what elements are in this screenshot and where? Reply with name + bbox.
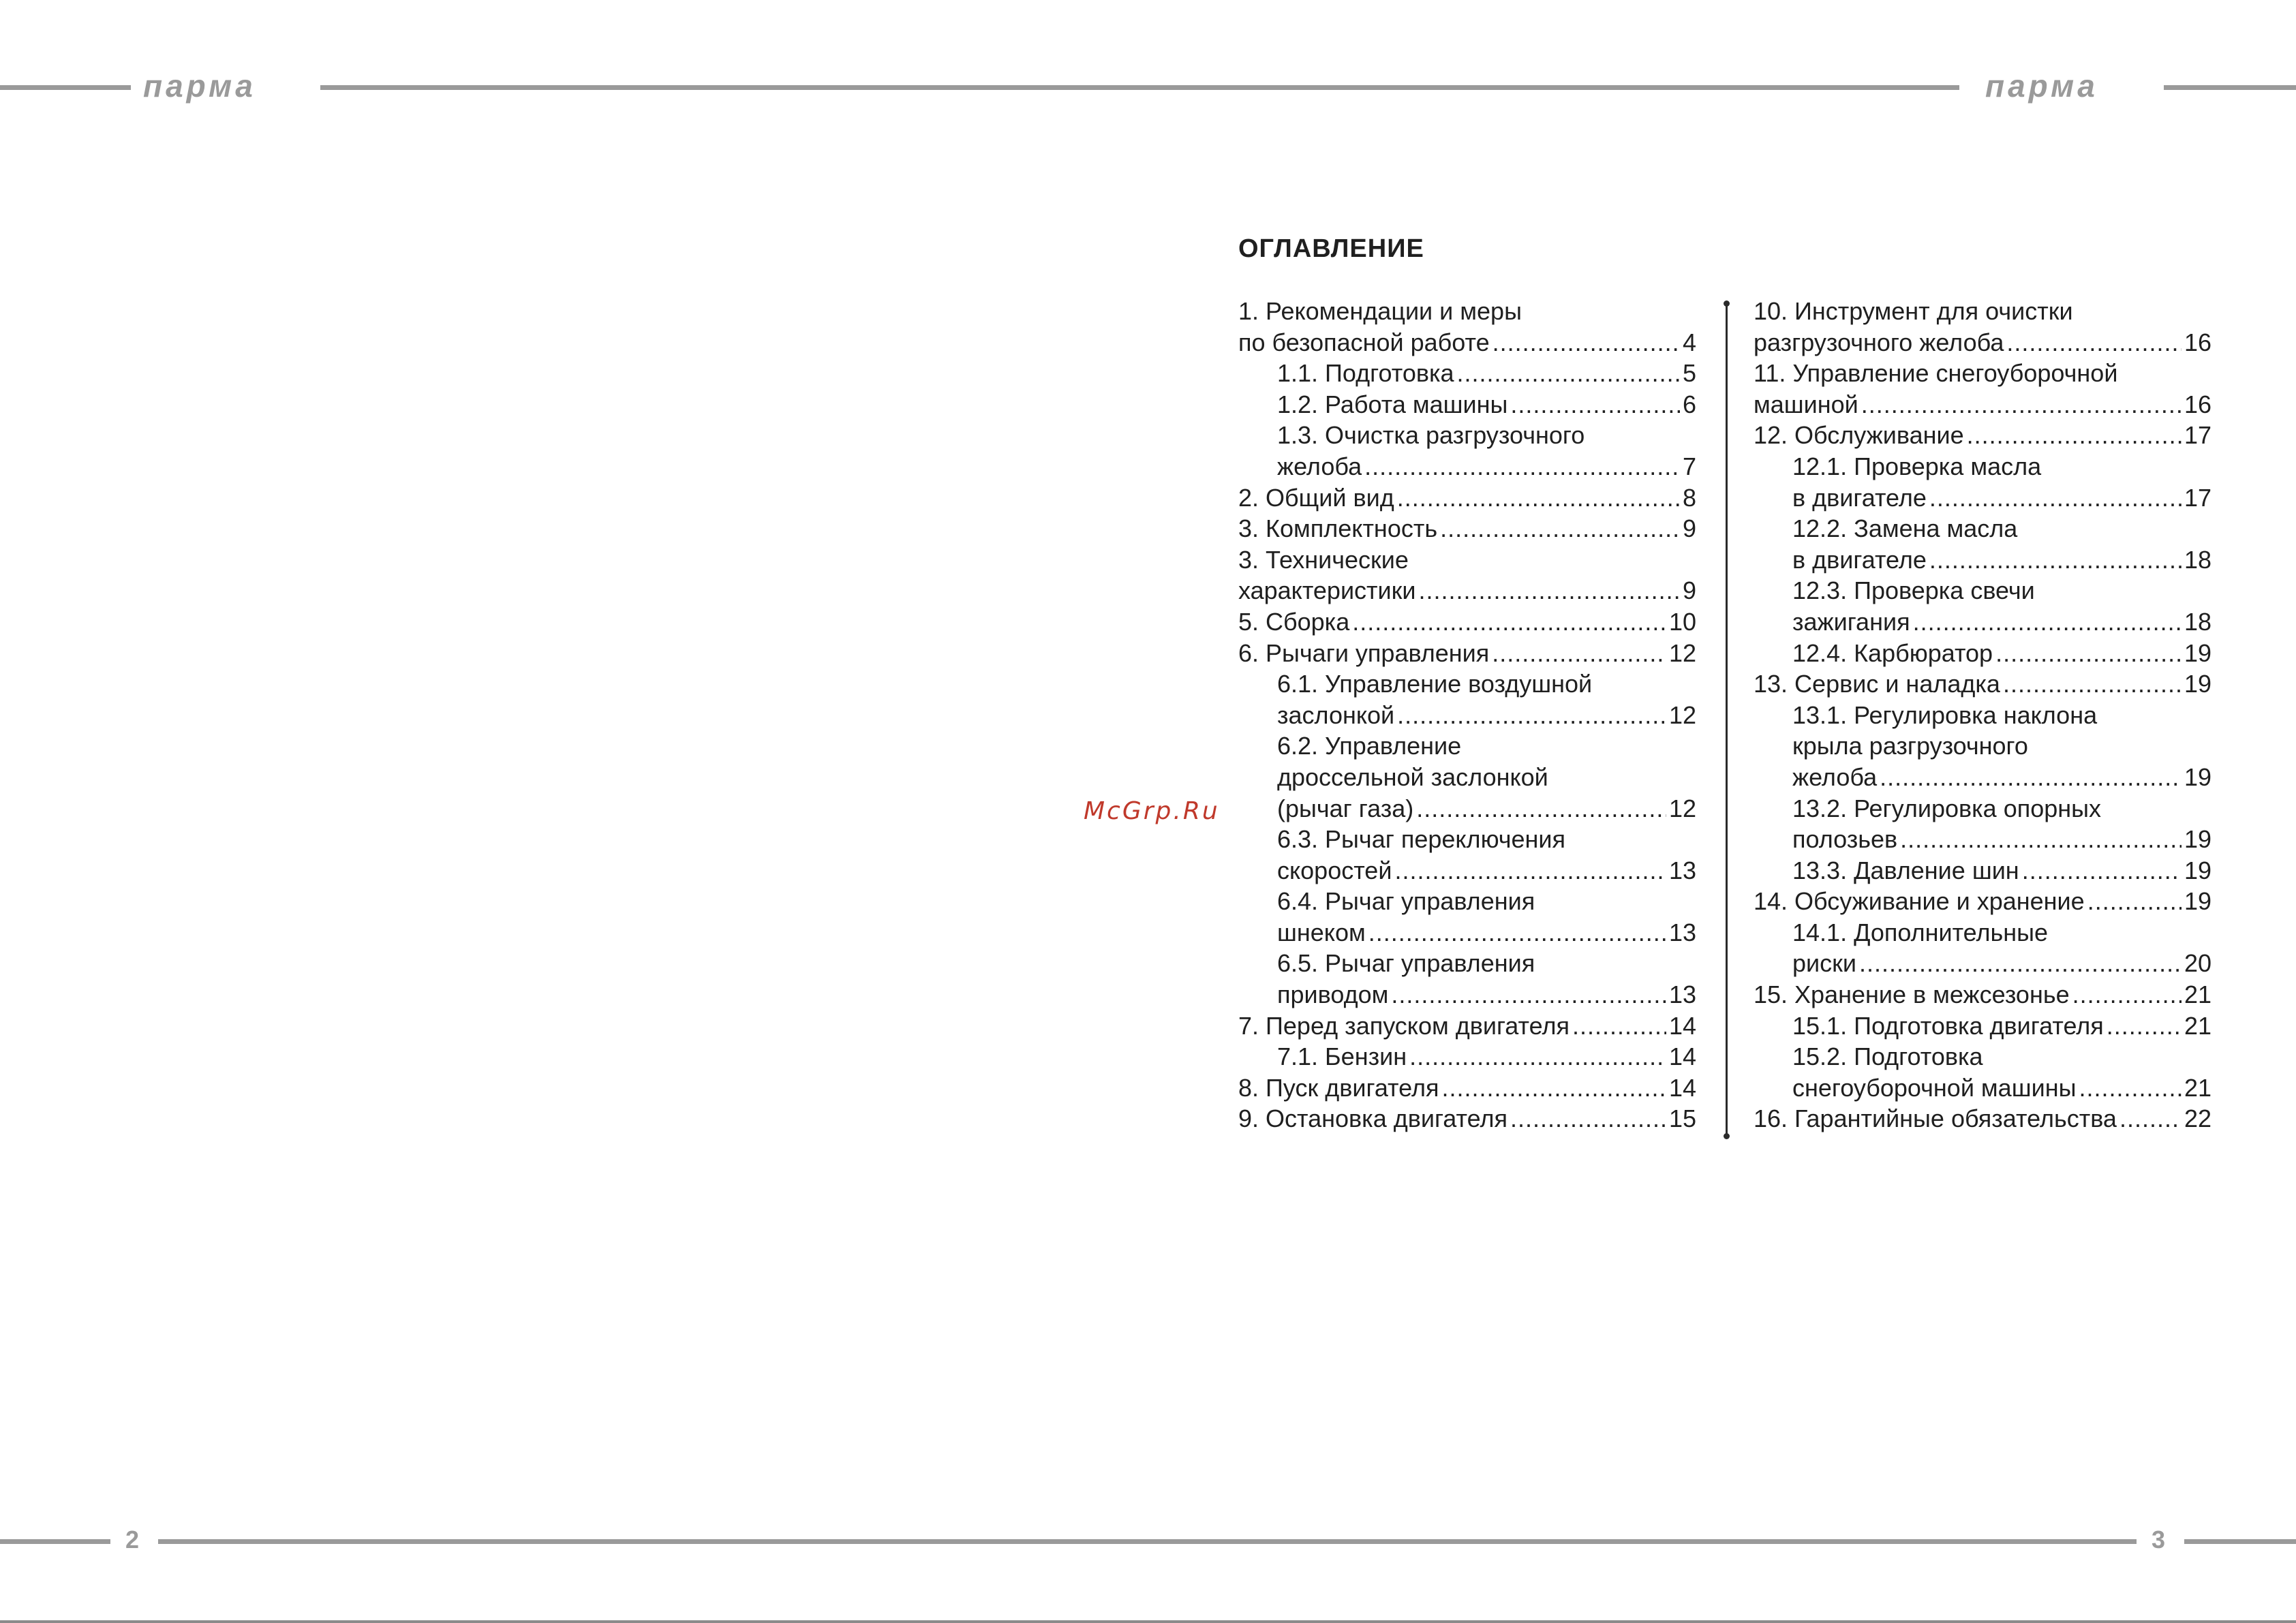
toc-entry-text: 9. Остановка двигателя (1238, 1104, 1507, 1133)
toc-entry-text: приводом (1277, 980, 1389, 1009)
toc-entry-page: 12 (1668, 794, 1696, 822)
toc-entry-page: 13 (1668, 918, 1696, 946)
toc-entry-text: полозьев (1792, 825, 1898, 854)
toc-entry (1754, 917, 2211, 948)
brand-logo-left: парма (143, 68, 256, 104)
toc-entry (1238, 420, 1696, 451)
toc-entry-page: 4 (1682, 328, 1696, 356)
toc-leader-dots (1510, 1103, 1666, 1134)
toc-entry-page: 19 (2184, 638, 2211, 667)
toc-entry-text: 3. Технические (1238, 545, 1409, 574)
toc-entry-page: 19 (2184, 762, 2211, 791)
toc-entry (1238, 1010, 1696, 1042)
page-bottom-edge (0, 1620, 2296, 1623)
toc-leader-dots (1397, 700, 1666, 731)
header-rule-right (2164, 85, 2296, 90)
toc-leader-dots (1352, 606, 1666, 638)
toc-entry-text: 12.3. Проверка свечи (1792, 576, 2035, 605)
toc-column-left (1238, 296, 1696, 1134)
toc-entry-text: 6.1. Управление воздушной (1277, 670, 1593, 698)
footer-rule-right (2184, 1539, 2296, 1544)
toc-entry (1238, 451, 1696, 482)
toc-entry-text: крыла разгрузочного (1792, 732, 2028, 760)
toc-entry (1238, 700, 1696, 731)
toc-entry-page: 18 (2184, 545, 2211, 574)
toc-entry-page: 9 (1682, 576, 1696, 605)
toc-entry (1754, 886, 2211, 917)
toc-entry-text: 15.1. Подготовка двигателя (1792, 1011, 2104, 1040)
toc-entry (1754, 730, 2211, 762)
toc-entry-page: 12 (1668, 638, 1696, 667)
toc-entry-text: 13.2. Регулировка опорных (1792, 794, 2102, 822)
column-separator (1726, 303, 1728, 1137)
toc-entry-page: 5 (1682, 359, 1696, 388)
toc-entry (1238, 1103, 1696, 1134)
toc-entry-text: 12.1. Проверка масла (1792, 452, 2042, 480)
toc-leader-dots (2003, 668, 2182, 700)
toc-entry (1238, 544, 1696, 576)
toc-entry (1754, 793, 2211, 824)
toc-entry-page: 21 (2184, 980, 2211, 1009)
toc-entry-text: 15.2. Подготовка (1792, 1042, 1983, 1071)
toc-entry-text: 1.1. Подготовка (1277, 359, 1454, 388)
toc-leader-dots (1572, 1010, 1666, 1042)
toc-entry-text: 6. Рычаги управления (1238, 638, 1490, 667)
toc-leader-dots (1880, 762, 2182, 793)
toc-entry-page: 14 (1668, 1042, 1696, 1071)
toc-entry-page: 22 (2184, 1104, 2211, 1133)
footer-rule-left (0, 1539, 110, 1544)
toc-entry (1754, 1010, 2211, 1042)
toc-leader-dots (1913, 606, 2182, 638)
toc-entry (1238, 296, 1696, 327)
toc-entry (1238, 358, 1696, 389)
toc-leader-dots (2006, 327, 2182, 358)
toc-entry (1238, 482, 1696, 514)
header-rule-left (0, 85, 131, 90)
toc-entry-text: 8. Пуск двигателя (1238, 1073, 1439, 1102)
toc-leader-dots (1394, 855, 1666, 886)
toc-entry-page: 17 (2184, 483, 2211, 512)
toc-entry (1754, 358, 2211, 389)
toc-entry (1238, 1072, 1696, 1104)
toc-entry-page: 19 (2184, 825, 2211, 854)
toc-entry-page: 10 (1668, 607, 1696, 636)
toc-entry (1754, 296, 2211, 327)
toc-entry (1754, 389, 2211, 420)
separator-dot-bottom (1724, 1133, 1730, 1139)
toc-entry-text: 6.3. Рычаг переключения (1277, 825, 1566, 854)
toc-entry-page: 19 (2184, 856, 2211, 884)
toc-entry-text: 7.1. Бензин (1277, 1042, 1407, 1071)
toc-entry (1754, 544, 2211, 576)
toc-entry-text: 5. Сборка (1238, 607, 1350, 636)
toc-entry-text: 7. Перед запуском двигателя (1238, 1011, 1570, 1040)
toc-entry-page: 20 (2184, 949, 2211, 978)
toc-entry (1754, 700, 2211, 731)
toc-entry-page: 8 (1682, 483, 1696, 512)
toc-entry (1238, 979, 1696, 1010)
toc-entry (1754, 420, 2211, 451)
toc-entry-page: 21 (2184, 1011, 2211, 1040)
toc-leader-dots (2087, 886, 2182, 917)
toc-leader-dots (1929, 544, 2182, 576)
toc-entry-text: 1.2. Работа машины (1277, 390, 1508, 418)
toc-entry-page: 18 (2184, 607, 2211, 636)
toc-entry-text: разгрузочного желоба (1754, 328, 2004, 356)
toc-entry-text: 15. Хранение в межсезонье (1754, 980, 2070, 1009)
toc-leader-dots (1391, 979, 1666, 1010)
toc-leader-dots (1995, 638, 2182, 669)
toc-leader-dots (1900, 824, 2182, 855)
toc-entry-text: 11. Управление снегоуборочной (1754, 359, 2118, 388)
watermark: McGrp.Ru (1084, 797, 1220, 825)
toc-entry-page: 16 (2184, 390, 2211, 418)
toc-entry-text: желоба (1792, 762, 1878, 791)
toc-entry-text: снегоуборочной машины (1792, 1073, 2077, 1102)
toc-entry (1238, 327, 1696, 358)
brand-logo-right: парма (1985, 68, 2098, 104)
toc-entry (1238, 824, 1696, 855)
toc-entry-text: (рычаг газа) (1277, 794, 1414, 822)
toc-leader-dots (1493, 327, 1680, 358)
toc-entry (1754, 948, 2211, 979)
toc-entry (1238, 575, 1696, 606)
toc-entry (1238, 638, 1696, 669)
toc-entry-page: 19 (2184, 887, 2211, 916)
toc-leader-dots (1861, 389, 2182, 420)
footer-rule-center (158, 1539, 2137, 1544)
toc-entry-text: 3. Комплектность (1238, 514, 1438, 543)
toc-entry (1754, 575, 2211, 606)
toc-entry-text: 12.2. Замена масла (1792, 514, 2018, 543)
toc-entry (1238, 668, 1696, 700)
toc-entry (1238, 855, 1696, 886)
toc-entry-page: 6 (1682, 390, 1696, 418)
header-rule-center (320, 85, 1959, 90)
toc-entry-page: 9 (1682, 514, 1696, 543)
toc-leader-dots (1929, 482, 2182, 514)
toc-entry-text: 6.4. Рычаг управления (1277, 887, 1535, 916)
toc-entry-text: 13.3. Давление шин (1792, 856, 2019, 884)
toc-column-right (1754, 296, 2211, 1134)
toc-leader-dots (1510, 389, 1680, 420)
toc-entry-text: риски (1792, 949, 1856, 978)
toc-entry-text: в двигателе (1792, 483, 1927, 512)
toc-entry (1238, 389, 1696, 420)
toc-leader-dots (2022, 855, 2182, 886)
toc-entry-text: 1.3. Очистка разгрузочного (1277, 421, 1585, 450)
toc-entry-text: в двигателе (1792, 545, 1927, 574)
toc-entry-page: 13 (1668, 980, 1696, 1009)
toc-entry-text: скоростей (1277, 856, 1392, 884)
toc-entry-text: 10. Инструмент для очистки (1754, 297, 2073, 325)
toc-entry (1754, 762, 2211, 793)
toc-entry-page: 12 (1668, 700, 1696, 729)
toc-leader-dots (1419, 575, 1680, 606)
toc-entry (1754, 1103, 2211, 1134)
toc-entry (1754, 1072, 2211, 1104)
toc-entry-text: заслонкой (1277, 700, 1395, 729)
toc-entry-text: по безопасной работе (1238, 328, 1490, 356)
toc-entry (1238, 948, 1696, 979)
toc-entry-text: 12. Обслуживание (1754, 421, 1964, 450)
toc-entry (1754, 668, 2211, 700)
toc-leader-dots (2119, 1103, 2182, 1134)
toc-entry-page: 15 (1668, 1104, 1696, 1133)
page-number-left: 2 (125, 1526, 140, 1554)
toc-leader-dots (1492, 638, 1666, 669)
toc-leader-dots (1416, 793, 1666, 824)
toc-entry-page: 14 (1668, 1011, 1696, 1040)
toc-entry-text: 2. Общий вид (1238, 483, 1394, 512)
separator-dot-top (1724, 300, 1730, 307)
toc-entry-text: 13.1. Регулировка наклона (1792, 700, 2098, 729)
toc-entry (1754, 606, 2211, 638)
toc-entry-text: 6.5. Рычаг управления (1277, 949, 1535, 978)
toc-entry (1754, 482, 2211, 514)
toc-entry (1754, 824, 2211, 855)
toc-entry-text: 12.4. Карбюратор (1792, 638, 1993, 667)
toc-entry-text: 16. Гарантийные обязательства (1754, 1104, 2117, 1133)
toc-entry-text: 13. Сервис и наладка (1754, 670, 2000, 698)
toc-leader-dots (1364, 451, 1680, 482)
toc-leader-dots (1457, 358, 1680, 389)
toc-entry (1754, 513, 2211, 544)
toc-leader-dots (1440, 513, 1680, 544)
toc-entry (1754, 1041, 2211, 1072)
toc-entry-page: 7 (1682, 452, 1696, 480)
toc-entry (1754, 451, 2211, 482)
toc-entry (1238, 606, 1696, 638)
toc-leader-dots (1409, 1041, 1666, 1072)
toc-entry (1754, 638, 2211, 669)
toc-entry (1238, 1041, 1696, 1072)
toc-entry-text: желоба (1277, 452, 1362, 480)
toc-entry-page: 17 (2184, 421, 2211, 450)
toc-entry-page: 13 (1668, 856, 1696, 884)
toc-leader-dots (1441, 1072, 1666, 1104)
toc-entry (1238, 730, 1696, 762)
toc-leader-dots (1967, 420, 2182, 451)
toc-leader-dots (2072, 979, 2182, 1010)
toc-entry-page: 21 (2184, 1073, 2211, 1102)
toc-entry (1754, 855, 2211, 886)
toc-entry-text: характеристики (1238, 576, 1416, 605)
toc-title: ОГЛАВЛЕНИЕ (1238, 234, 1424, 263)
toc-leader-dots (1397, 482, 1680, 514)
toc-entry-page: 16 (2184, 328, 2211, 356)
toc-entry (1238, 762, 1696, 793)
toc-leader-dots (1859, 948, 2182, 979)
toc-leader-dots (1368, 917, 1666, 948)
toc-leader-dots (2079, 1072, 2182, 1104)
toc-entry-text: зажигания (1792, 607, 1910, 636)
toc-entry (1238, 886, 1696, 917)
toc-entry-text: шнеком (1277, 918, 1366, 946)
toc-entry (1754, 327, 2211, 358)
toc-entry (1238, 513, 1696, 544)
toc-entry-page: 14 (1668, 1073, 1696, 1102)
toc-leader-dots (2107, 1010, 2182, 1042)
toc-entry-text: дроссельной заслонкой (1277, 762, 1548, 791)
toc-entry (1238, 917, 1696, 948)
toc-entry-text: 6.2. Управление (1277, 732, 1462, 760)
toc-entry-text: 14. Обсуживание и хранение (1754, 887, 2085, 916)
toc-entry (1238, 793, 1696, 824)
toc-entry-text: 1. Рекомендации и меры (1238, 297, 1522, 325)
toc-entry-page: 19 (2184, 670, 2211, 698)
toc-entry-text: 14.1. Дополнительные (1792, 918, 2049, 946)
toc-entry-text: машиной (1754, 390, 1858, 418)
page-number-right: 3 (2152, 1526, 2166, 1554)
toc-entry (1754, 979, 2211, 1010)
